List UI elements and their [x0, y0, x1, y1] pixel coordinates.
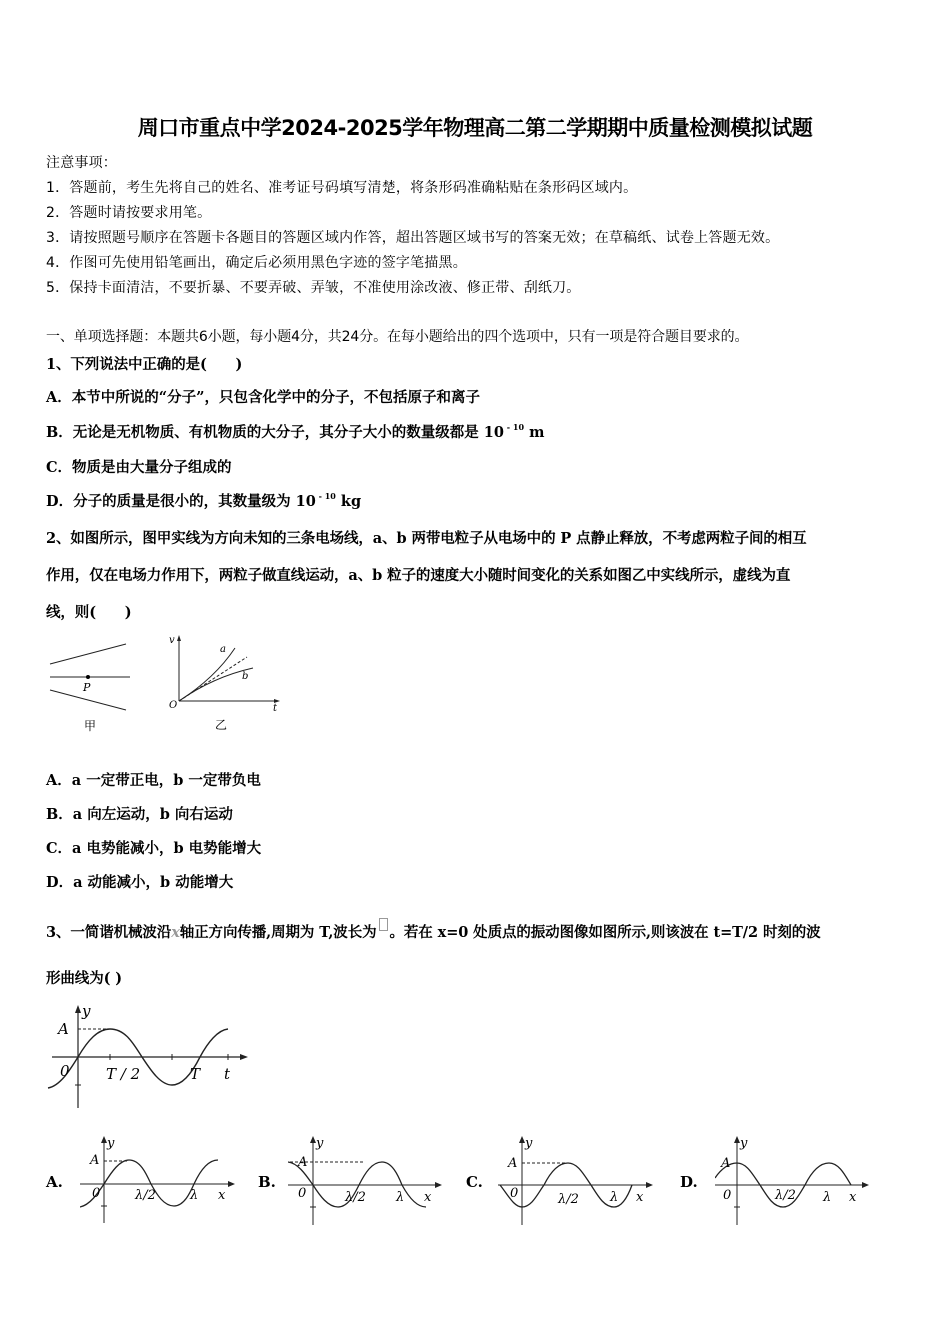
q3-option-a-label[interactable]: A. — [46, 1173, 63, 1191]
svg-text:a: a — [220, 644, 226, 655]
wave-graph-d — [715, 1133, 875, 1228]
page-title: 周口市重点中学2024-2025学年物理高二第二学期期中质量检测模拟试题 — [137, 116, 813, 140]
svg-text:λ: λ — [190, 1188, 199, 1203]
q1-option-c[interactable]: C．物质是由大量分子组成的 — [46, 459, 232, 476]
svg-text:T / 2: T / 2 — [106, 1065, 141, 1083]
q2-option-b[interactable]: B．a 向左运动，b 向右运动 — [46, 806, 233, 823]
svg-text:λ/2: λ/2 — [135, 1188, 156, 1203]
svg-text:x: x — [218, 1188, 226, 1203]
note-item: 2．答题时请按要求用笔。 — [46, 205, 212, 221]
question-3-stem-line1: 3、一简谐机械波沿x轴正方向传播,周期为 T,波长为 。若在 x=0 处质点的振动图像如图所示,则该波在 t=T/2 时刻的波 — [46, 918, 821, 942]
svg-text:T: T — [190, 1065, 201, 1083]
svg-text:0: 0 — [92, 1186, 101, 1201]
q1-option-b[interactable]: B．无论是无机物质、有机物质的大分子，其分子大小的数量级都是 10 $^{- 10}$ m — [46, 422, 545, 441]
question-3-stem-line2: 形曲线为( ) — [46, 970, 123, 987]
figure-jia-caption: 甲 — [84, 719, 97, 733]
svg-text:0: 0 — [723, 1188, 732, 1203]
figure-jia — [44, 640, 134, 735]
svg-text:λ: λ — [396, 1190, 405, 1205]
note-item: 5．保持卡面清洁，不要折暴、不要弄破、弄皱，不准使用涂改液、修正带、刮纸刀。 — [46, 280, 581, 296]
note-item: 1．答题前，考生先将自己的姓名、准考证号码填写清楚，将条形码准确粘贴在条形码区域内。 — [46, 180, 638, 196]
wave-graph-c — [498, 1133, 658, 1228]
svg-text:O: O — [169, 700, 178, 711]
note-item: 4．作图可先使用铅笔画出，确定后必须用黑色字迹的签字笔描黑。 — [46, 255, 467, 271]
svg-text:A: A — [508, 1156, 518, 1171]
svg-text:0: 0 — [298, 1186, 307, 1201]
q3-option-d-graph[interactable] — [715, 1133, 875, 1232]
svg-text:x: x — [636, 1190, 644, 1205]
svg-text:x: x — [424, 1190, 432, 1205]
svg-text:y: y — [82, 1002, 91, 1020]
q3-option-a-graph[interactable] — [80, 1133, 240, 1232]
vibration-graph — [46, 1000, 256, 1114]
svg-text:λ/2: λ/2 — [775, 1188, 796, 1203]
svg-text:P: P — [83, 681, 91, 694]
notes-heading: 注意事项： — [46, 155, 117, 171]
svg-text:y: y — [525, 1136, 533, 1151]
q3-option-c-label[interactable]: C. — [466, 1173, 483, 1191]
svg-text:A: A — [721, 1156, 731, 1171]
svg-text:λ: λ — [823, 1190, 832, 1205]
question-2-stem-line1: 2、如图所示，图甲实线为方向未知的三条电场线，a、b 两带电粒子从电场中的 P 点静止释放，不考虑两粒子间的相互 — [46, 530, 807, 547]
question-1-stem: 1、下列说法中正确的是( ) — [46, 356, 243, 373]
q3-option-b-label[interactable]: B. — [258, 1173, 276, 1191]
q3-option-b-graph[interactable] — [288, 1133, 448, 1232]
figure-yi-caption: 乙 — [215, 718, 228, 732]
svg-text:x: x — [849, 1190, 857, 1205]
svg-text:0: 0 — [60, 1062, 70, 1080]
figure-yi — [165, 633, 285, 733]
wave-graph-a — [80, 1133, 240, 1228]
question-2-stem-line2: 作用，仅在电场力作用下，两粒子做直线运动，a、b 粒子的速度大小随时间变化的关系如图乙中实线所示，虚线为直 — [46, 567, 791, 584]
svg-text:t: t — [273, 703, 278, 714]
svg-text:A: A — [90, 1153, 100, 1168]
q3-option-d-label[interactable]: D. — [680, 1173, 698, 1191]
svg-text:λ/2: λ/2 — [345, 1190, 366, 1205]
svg-text:t: t — [224, 1065, 231, 1083]
svg-text:y: y — [316, 1136, 324, 1151]
y-t-graph — [46, 1000, 256, 1110]
svg-text:b: b — [242, 671, 249, 682]
svg-text:λ: λ — [610, 1190, 619, 1205]
svg-text:A: A — [298, 1155, 308, 1170]
section-heading: 一、单项选择题：本题共6小题，每小题4分，共24分。在每小题给出的四个选项中，只有一项是符合题目要求的。 — [46, 329, 749, 345]
wave-graph-b — [288, 1133, 448, 1228]
svg-text:v: v — [169, 635, 175, 646]
q2-option-a[interactable]: A．a 一定带正电，b 一定带负电 — [46, 772, 261, 789]
svg-text:y: y — [740, 1136, 748, 1151]
note-item: 3．请按照题号顺序在答题卡各题目的答题区域内作答，超出答题区域书写的答案无效；在草稿纸、试卷上答题无效。 — [46, 230, 780, 246]
svg-text:0: 0 — [510, 1186, 519, 1201]
q2-option-c[interactable]: C．a 电势能减小，b 电势能增大 — [46, 840, 262, 857]
missing-glyph-box — [379, 918, 388, 931]
svg-text:y: y — [107, 1136, 115, 1151]
q2-option-d[interactable]: D．a 动能减小，b 动能增大 — [46, 874, 234, 891]
q1-option-d[interactable]: D．分子的质量是很小的，其数量级为 10 $^{- 10}$ kg — [46, 491, 362, 510]
q1-option-a[interactable]: A．本节中所说的“分子”，只包含化学中的分子，不包括原子和离子 — [46, 389, 480, 406]
question-2-stem-line3: 线，则( ) — [46, 604, 132, 621]
svg-text:λ/2: λ/2 — [558, 1192, 579, 1207]
svg-text:A: A — [58, 1020, 69, 1038]
q3-option-c-graph[interactable] — [498, 1133, 658, 1232]
